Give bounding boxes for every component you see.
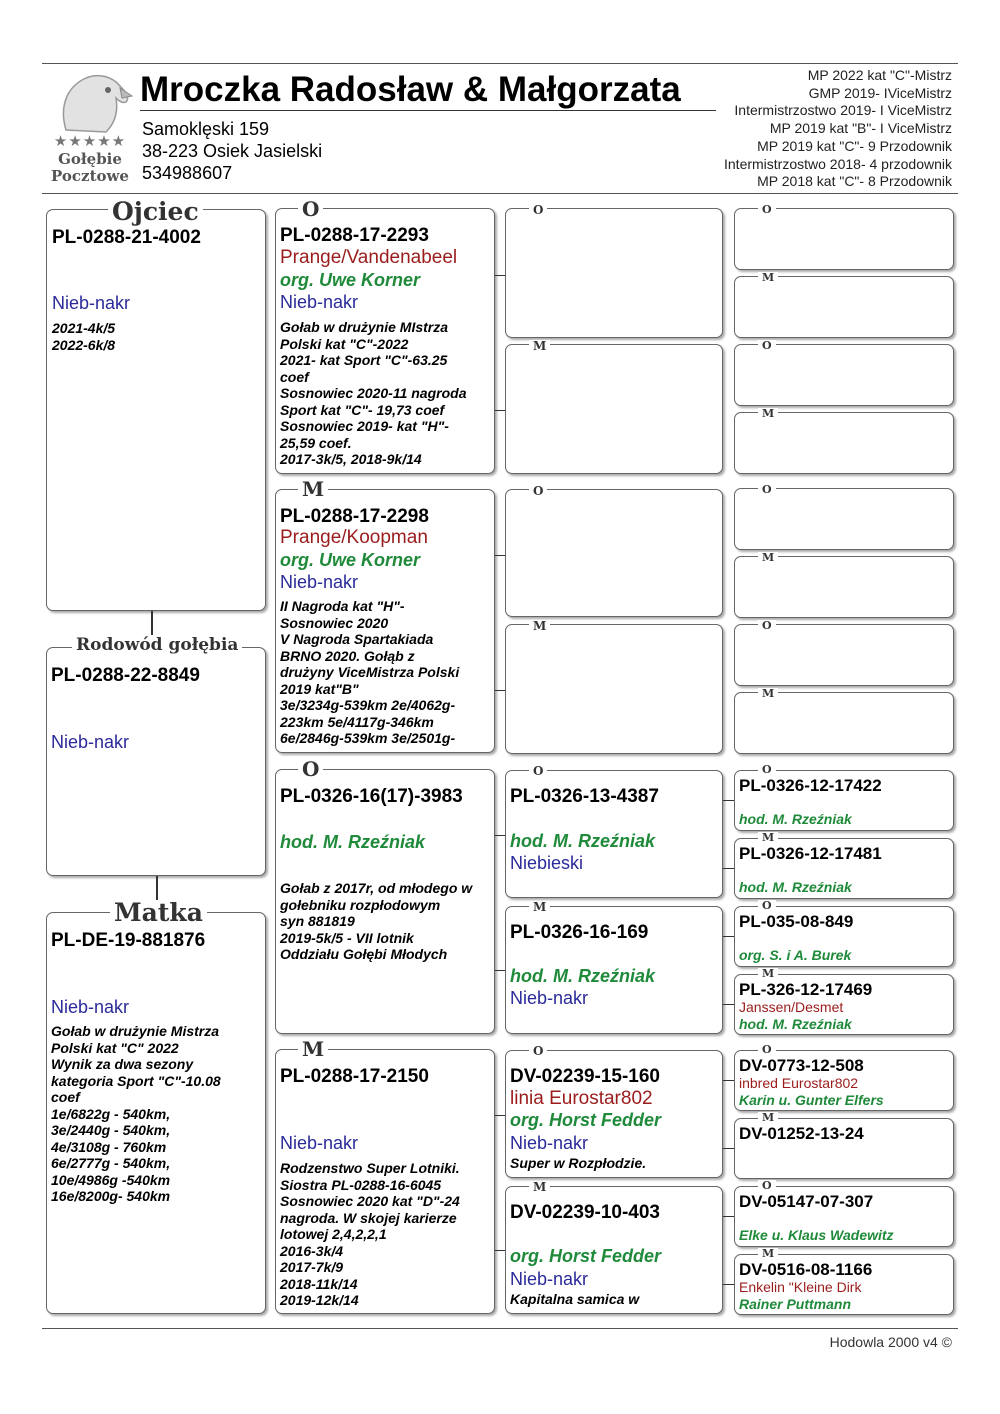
phone: 534988607 (142, 163, 233, 183)
mmf-ring: DV-02239-15-160 (510, 1066, 660, 1087)
g4-box (734, 1186, 954, 1247)
mf-ring: PL-0326-16(17)-3983 (280, 786, 463, 807)
subject-label: Rodowód gołębia (72, 637, 242, 654)
name-underline (140, 110, 716, 111)
g4-ring: PL-035-08-849 (739, 912, 854, 931)
achievement: MP 2019 kat "C"- 9 Przodownik (757, 137, 952, 154)
g4-breeder: org. S. i A. Burek (739, 947, 852, 963)
o-label: O (529, 204, 547, 216)
mf-box (275, 769, 495, 1034)
connector (495, 970, 505, 971)
g4-ring: PL-0326-12-17422 (739, 776, 882, 795)
mmm-breeder: org. Horst Fedder (510, 1246, 662, 1266)
m-label: M (758, 408, 778, 419)
mother-label: Matka (110, 900, 207, 925)
connector (495, 410, 505, 411)
mfm-breeder: hod. M. Rzeźniak (510, 966, 656, 986)
mother-box (46, 912, 266, 1314)
achievement: GMP 2019- IViceMistrz (808, 84, 952, 101)
o-label: O (298, 759, 323, 779)
mother-ring: PL-DE-19-881876 (51, 930, 206, 951)
m-label: M (298, 1039, 328, 1059)
connector (495, 1250, 505, 1251)
fmf-box (505, 489, 723, 617)
m-label: M (529, 1181, 550, 1193)
g4-empty-box (734, 344, 954, 406)
g4-box (734, 1118, 954, 1179)
logo (46, 70, 136, 185)
o-label: O (758, 620, 776, 631)
mfm-color: Nieb-nakr (510, 988, 589, 1008)
achievement: MP 2018 kat "C"- 8 Przodownik (757, 173, 952, 190)
m-label: M (529, 901, 550, 913)
connector (151, 611, 153, 635)
achievement: Intermistrzostwo 2019- I ViceMistrz (734, 102, 952, 119)
connector (495, 835, 505, 836)
fm-color: Nieb-nakr (280, 572, 359, 592)
fmm-box (505, 624, 723, 754)
g4-breeder: Rainer Puttmann (739, 1296, 852, 1312)
mmm-notes: Kapitalna samica w (510, 1291, 640, 1307)
ff-breeder: org. Uwe Korner (280, 270, 421, 290)
o-label: O (758, 204, 776, 215)
mother-notes: Gołab w drużynie Mistrza Polski kat "C" 2022 Wynik za dwa sezony kategoria Sport "C"-10.08 coef 1e/6822g - 540km, 3e/2440g - 540km, 4e/3108g - 760km 6e/2777g - 540km, 10e/4986g -540km 16e/8200g- 540km (51, 1023, 221, 1204)
mmm-color: Nieb-nakr (510, 1269, 589, 1289)
ff-color: Nieb-nakr (280, 292, 359, 312)
g4-line: Janssen/Desmet (739, 999, 844, 1015)
subject-box (46, 647, 266, 876)
o-label: O (758, 1180, 776, 1191)
g4-box (734, 906, 954, 967)
mff-box (505, 770, 723, 898)
g4-breeder: Karin u. Gunter Elfers (739, 1092, 884, 1108)
o-label: O (758, 484, 776, 495)
m-label: M (758, 272, 778, 283)
father-notes: 2021-4k/5 2022-6k/8 (52, 320, 116, 353)
connector (723, 868, 734, 869)
g4-breeder: hod. M. Rzeźniak (739, 1016, 852, 1032)
m-label: M (758, 688, 778, 699)
father-color: Nieb-nakr (52, 293, 131, 313)
connector (723, 1284, 734, 1285)
mm-notes: Rodzenstwo Super Lotniki. Siostra PL-0288-16-6045 Sosnowiec 2020 kat "D"-24 nagroda. W skojej karierze lotowej 2,4,2,2,1 2016-3k/4 2017-7k/9 2018-11k/14 2019-12k/14 (280, 1160, 460, 1308)
footer-text: Hodowla 2000 v4 © (829, 1334, 952, 1350)
mm-color: Nieb-nakr (280, 1133, 359, 1153)
mmm-ring: DV-02239-10-403 (510, 1202, 660, 1223)
ffm-box (505, 344, 723, 474)
address-line2: 38-223 Osiek Jasielski (142, 141, 323, 161)
pigeon-icon (46, 70, 136, 140)
connector (723, 936, 734, 937)
fm-box (275, 489, 495, 753)
achievement: Intermistrzostwo 2018- 4 przodownik (724, 155, 952, 172)
mfm-box (505, 906, 723, 1034)
logo-line2: Pocztowe (51, 167, 129, 185)
g4-empty-box (734, 556, 954, 618)
connector (495, 690, 505, 691)
g4-empty-box (734, 624, 954, 686)
mmf-line: linia Eurostar802 (510, 1088, 653, 1109)
mother-color: Nieb-nakr (51, 997, 130, 1017)
connector (723, 1004, 734, 1005)
g4-breeder: hod. M. Rzeźniak (739, 811, 852, 827)
m-label: M (298, 479, 328, 499)
mmf-color: Nieb-nakr (510, 1133, 589, 1153)
g4-box (734, 770, 954, 831)
mm-ring: PL-0288-17-2150 (280, 1066, 429, 1087)
g4-ring: PL-326-12-17469 (739, 980, 873, 999)
father-ring: PL-0288-21-4002 (52, 227, 201, 248)
connector (495, 555, 505, 556)
father-label: Ojciec (108, 199, 203, 224)
g4-empty-box (734, 692, 954, 754)
connector (723, 1216, 734, 1217)
fm-ring: PL-0288-17-2298 (280, 506, 429, 527)
connector (723, 800, 734, 801)
g4-ring: PL-0326-12-17481 (739, 844, 882, 863)
g4-box (734, 974, 954, 1035)
m-label: M (758, 832, 778, 843)
o-label: O (298, 199, 323, 219)
fff-box (505, 208, 723, 338)
ff-line: Prange/Vandenabeel (280, 247, 458, 268)
g4-box (734, 1254, 954, 1315)
m-label: M (758, 968, 778, 979)
g4-box (734, 838, 954, 899)
connector (495, 275, 505, 276)
g4-breeder: Elke u. Klaus Wadewitz (739, 1227, 894, 1243)
achievement: MP 2019 kat "B"- I ViceMistrz (769, 120, 952, 137)
o-label: O (758, 900, 776, 911)
mmm-box (505, 1186, 723, 1314)
o-label: O (758, 340, 776, 351)
logo-line1: Gołębie (58, 150, 122, 168)
ff-box (275, 208, 495, 474)
mff-breeder: hod. M. Rzeźniak (510, 831, 656, 851)
o-label: O (529, 485, 547, 497)
o-label: O (529, 765, 547, 777)
g4-ring: DV-05147-07-307 (739, 1192, 874, 1211)
mmf-breeder: org. Horst Fedder (510, 1110, 662, 1130)
g4-empty-box (734, 208, 954, 270)
mf-breeder: hod. M. Rzeźniak (280, 832, 426, 852)
g4-empty-box (734, 276, 954, 338)
connector (723, 1148, 734, 1149)
m-label: M (758, 1248, 778, 1259)
ff-ring: PL-0288-17-2293 (280, 225, 429, 246)
o-label: O (758, 764, 776, 775)
m-label: M (758, 1112, 778, 1123)
g4-box (734, 1050, 954, 1111)
o-label: O (758, 1044, 776, 1055)
mff-color: Niebieski (510, 853, 584, 873)
subject-ring: PL-0288-22-8849 (51, 665, 200, 686)
g4-ring: DV-0516-08-1166 (739, 1260, 873, 1279)
g4-empty-box (734, 488, 954, 550)
g4-ring: DV-0773-12-508 (739, 1056, 864, 1075)
fm-notes: II Nagroda kat "H"- Sosnowiec 2020 V Nagroda Spartakiada BRNO 2020. Gołąb z drużyny ViceMistrza Polski 2019 kat"B" 3e/3234g-539km 2e/4062g- 223km 5e/4117g-346km 6e/2846g-539km 3e/2501g- (280, 598, 460, 746)
mmf-notes: Super w Rozpłodzie. (510, 1155, 647, 1171)
mmf-box (505, 1050, 723, 1178)
fm-line: Prange/Koopman (280, 527, 428, 548)
m-label: M (529, 340, 550, 352)
connector (723, 1080, 734, 1081)
g4-line: inbred Eurostar802 (739, 1075, 859, 1091)
o-label: O (529, 1045, 547, 1057)
connector (495, 1115, 505, 1116)
ff-notes: Gołab w drużynie MIstrza Polski kat "C"-2022 2021- kat Sport "C"-63.25 coef Sosnowiec 2020-11 nagroda Sport kat "C"- 19,73 coef Sosnowiec 2019- kat "H"- 25,59 coef. 2017-3k/5, 2018-9k/14 (280, 319, 467, 467)
g4-line: Enkelin "Kleine Dirk (739, 1279, 862, 1295)
subject-color: Nieb-nakr (51, 732, 130, 752)
logo-stars: ★★★★★ (53, 133, 127, 150)
achievements (680, 67, 952, 191)
m-label: M (758, 552, 778, 563)
fm-breeder: org. Uwe Korner (280, 550, 421, 570)
achievement: MP 2022 kat "C"-Mistrz (807, 67, 952, 83)
mff-ring: PL-0326-13-4387 (510, 786, 659, 807)
mm-box (275, 1049, 495, 1314)
mf-notes: Gołab z 2017r, od młodego w gołebniku rozpłodowym syn 881819 2019-5k/5 - VII lotnik Oddziału Gołębi Młodych (280, 880, 473, 962)
address-line1: Samoklęski 159 (142, 119, 270, 139)
mfm-ring: PL-0326-16-169 (510, 922, 649, 943)
father-box (46, 209, 266, 611)
g4-breeder: hod. M. Rzeźniak (739, 879, 852, 895)
g4-empty-box (734, 412, 954, 474)
breeder-name: Mroczka Radosław & Małgorzata (140, 70, 681, 109)
g4-ring: DV-01252-13-24 (739, 1124, 864, 1143)
m-label: M (529, 620, 550, 632)
